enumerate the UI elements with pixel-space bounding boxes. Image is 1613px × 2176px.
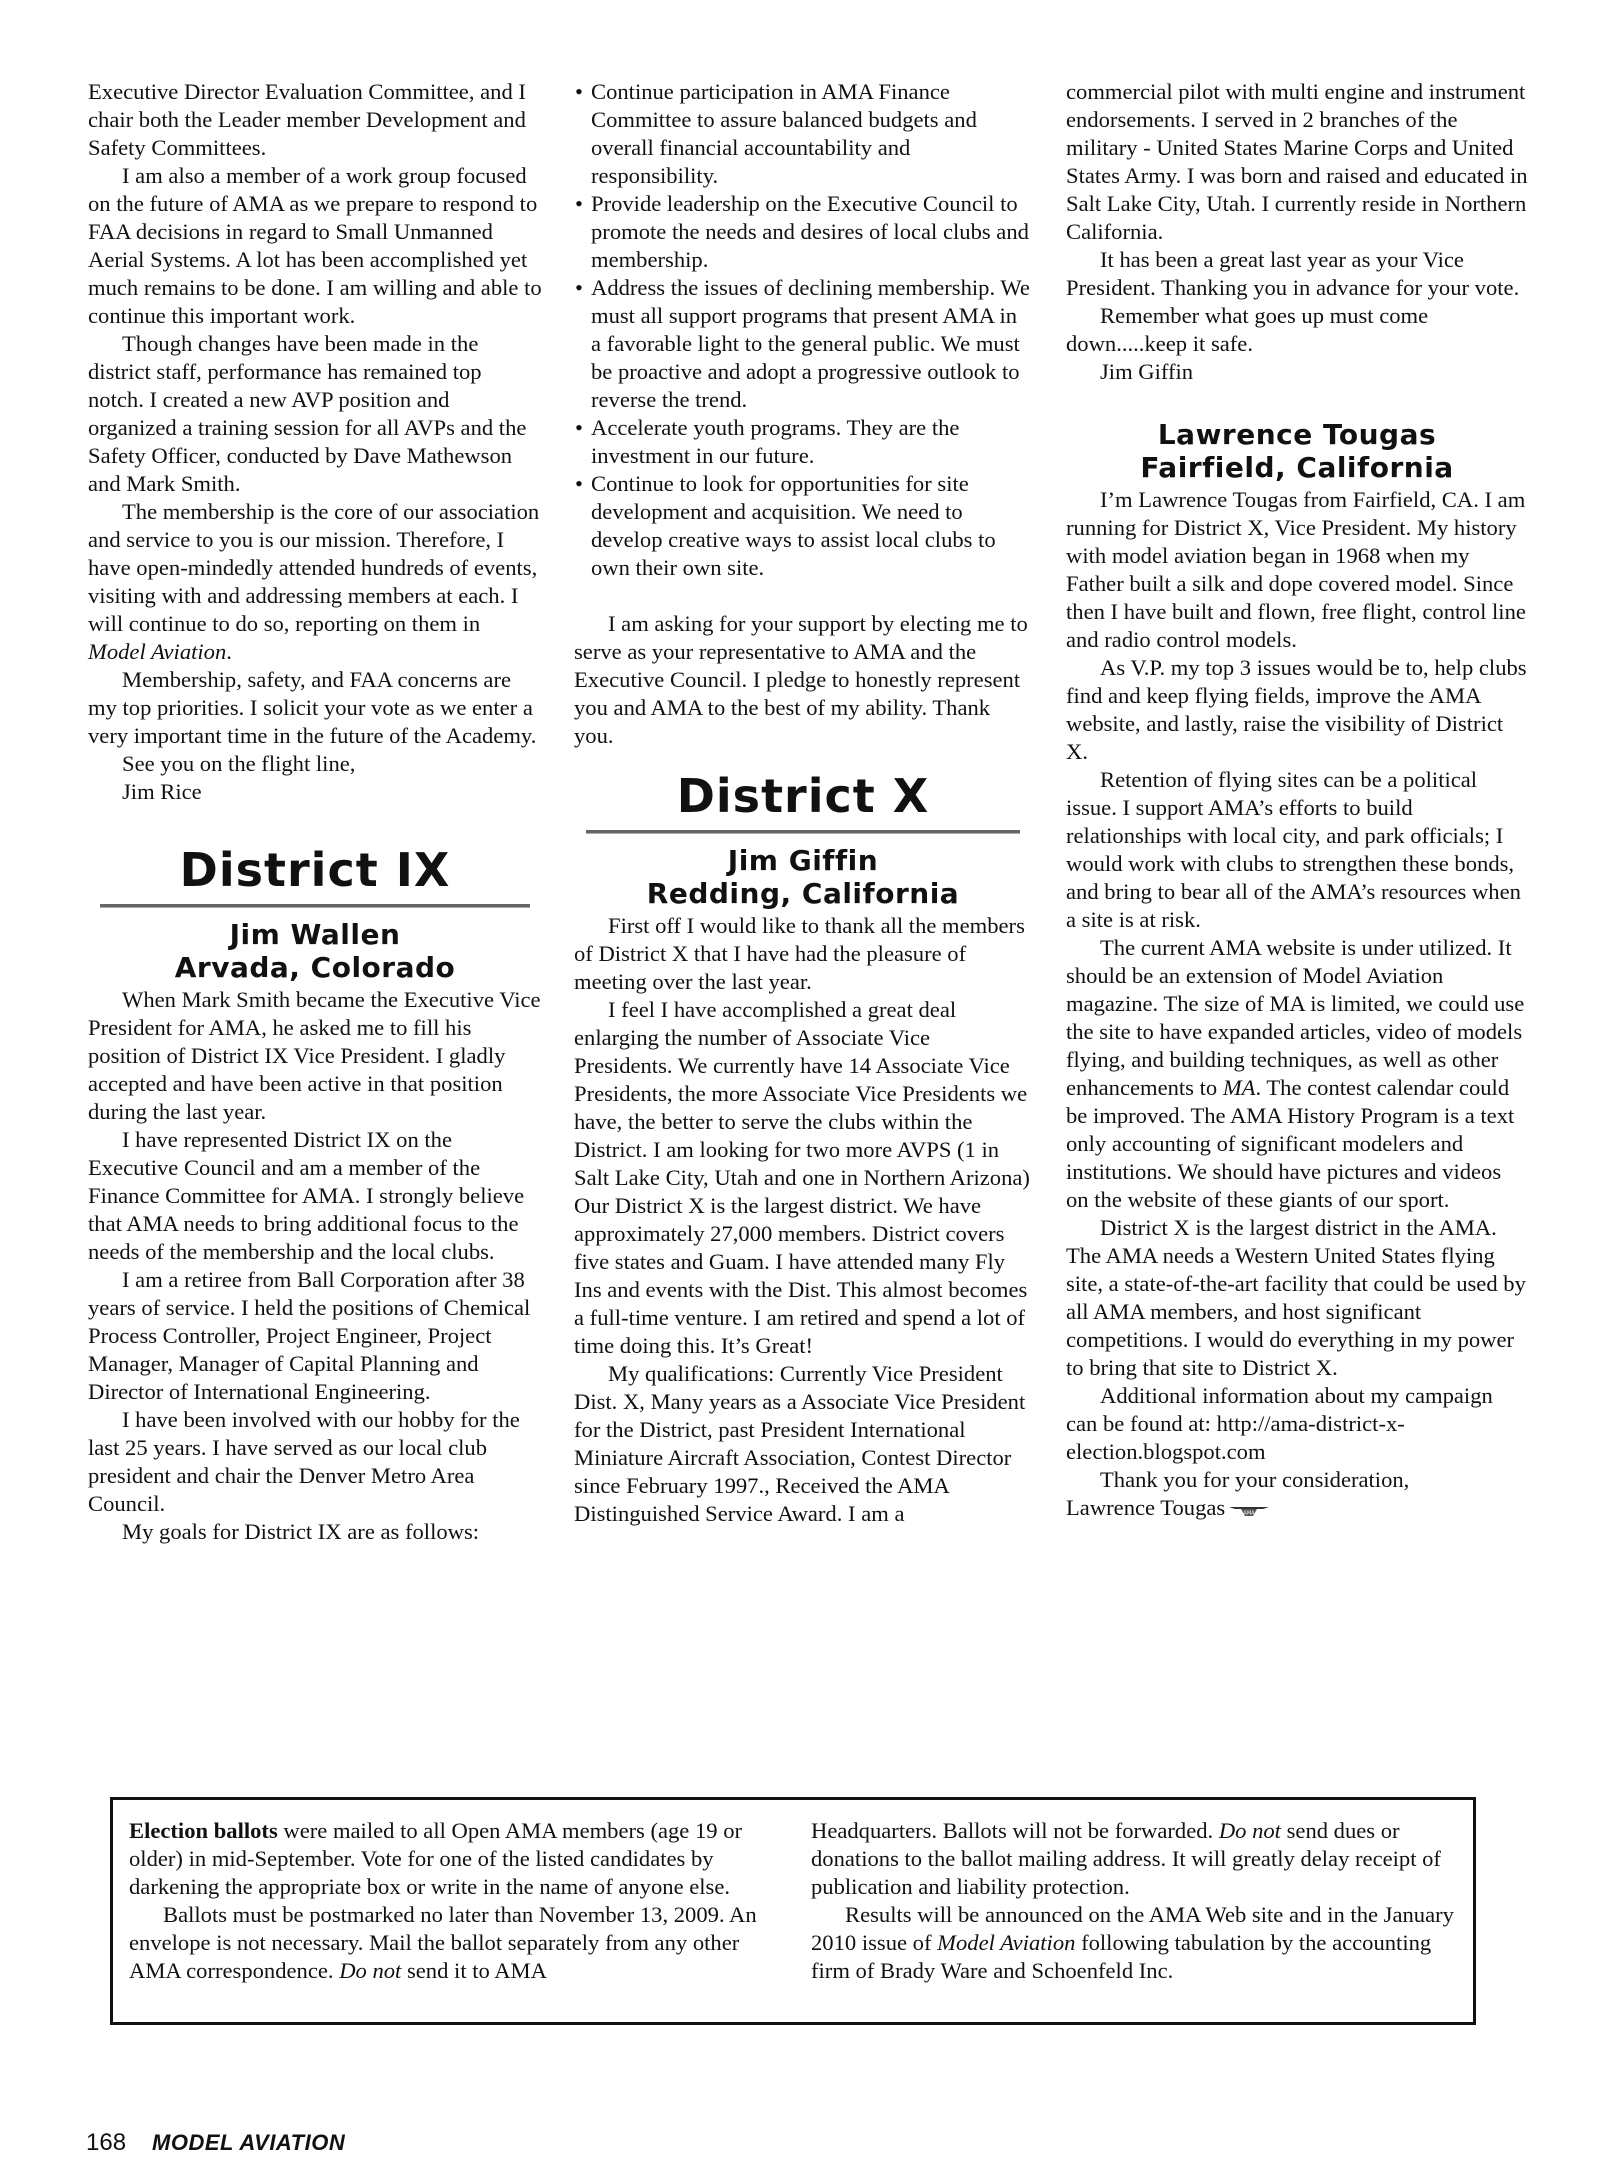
wallen-name: Jim Wallen <box>229 918 401 951</box>
giffin-paragraph-3: My qualifications: Currently Vice President Dist. X, Many years as a Associate Vice President for the District, past President International Miniature Aircraft Association, Contest Director since February 1997., Received the AMA Distinguished Service Award. I am a <box>574 1361 1026 1526</box>
rice-paragraph-1: Executive Director Evaluation Committee, and I chair both the Leader member Development and Safety Committees. <box>88 79 526 160</box>
notice-paragraph-2 <box>129 1901 783 1985</box>
tougas-paragraph-3: Retention of flying sites can be a political issue. I support AMA’s efforts to build relationships with local city, and park officials; I would work with clubs to strengthen these bonds, and bring to bear all of the AMA’s resources when a site is at risk. <box>1066 767 1521 932</box>
notice-bold-lead: Election ballots <box>129 1818 278 1843</box>
notice-paragraph-4-italic: Model Aviation <box>937 1930 1076 1955</box>
notice-column-2 <box>811 1817 1461 1985</box>
column-3 <box>1066 78 1528 1522</box>
tougas-paragraph-7: Thank you for your consideration, <box>1100 1467 1410 1492</box>
notice-paragraph-4 <box>811 1901 1461 1985</box>
tougas-paragraph-2: As V.P. my top 3 issues would be to, help clubs find and keep flying fields, improve the AMA website, and lastly, raise the visibility of District X. <box>1066 655 1527 764</box>
rice-paragraph-5: Membership, safety, and FAA concerns are my top priorities. I solicit your vote as we enter a very important time in the future of the Academy. <box>88 667 537 748</box>
giffin-paragraph-3-cont: commercial pilot with multi engine and instrument endorsements. I served in 2 branches of the military - United States Marine Corps and United States Army. I was born and raised and educated in Salt Lake City, Utah. I currently reside in Northern California. <box>1066 79 1528 244</box>
notice-paragraph-3 <box>811 1817 1461 1901</box>
ama-logo-text: AMA <box>1243 1510 1255 1517</box>
page-footer <box>86 2128 345 2158</box>
wallen-paragraph-5: My goals for District IX are as follows: <box>122 1519 480 1544</box>
wallen-closing: I am asking for your support by electing me to serve as your representative to AMA and the Executive Council. I pledge to honestly represent you and AMA to the best of my ability. Thank you. <box>574 611 1028 748</box>
notice-paragraph-2-italic: Do not <box>339 1958 402 1983</box>
wallen-goals-list <box>574 78 1032 582</box>
notice-paragraph-4-end: following tabulation by the accounting firm of Brady Ware and Schoenfeld Inc. <box>811 1930 1432 1983</box>
notice-paragraph-2-end: send it to AMA <box>401 1958 547 1983</box>
giffin-signature: Jim Giffin <box>1100 359 1194 384</box>
rice-signature: Jim Rice <box>122 779 202 804</box>
notice-paragraph-1-text: were mailed to all Open AMA members (age 19 or older) in mid-September. Vote for one of the listed candidates by darkening the appropriate box or write in the name of anyone else. <box>129 1818 743 1899</box>
rice-paragraph-4 <box>88 498 542 666</box>
wallen-paragraph-3: I am a retiree from Ball Corporation after 38 years of service. I held the positions of Chemical Process Controller, Project Engineer, Project Manager, Manager of Capital Planning and Director of International Engineering. <box>88 1267 531 1404</box>
notice-paragraph-1 <box>129 1817 783 1901</box>
page-number: 168 <box>86 2129 127 2156</box>
rice-paragraph-3: Though changes have been made in the district staff, performance has remained top notch. I created a new AVP position and organized a training session for all AVPs and the Safety Officer, conducted by Dave Mathewson and Mark Smith. <box>88 331 527 496</box>
wallen-paragraph-1: When Mark Smith became the Executive Vice President for AMA, he asked me to fill his position of District IX Vice President. I gladly accepted and have been active in that position during the last year. <box>88 987 541 1124</box>
district-x-heading: District X <box>676 769 930 823</box>
tougas-name: Lawrence Tougas <box>1157 418 1437 451</box>
column-1 <box>88 78 542 1546</box>
notice-paragraph-4-text: Results will be announced on the AMA Web site and in the January 2010 issue of <box>811 1902 1454 1955</box>
rice-paragraph-2: I am also a member of a work group focused on the future of AMA as we prepare to respond to FAA decisions in regard to Small Unmanned Aerial Systems. A lot has been accomplished yet much remains to be done. I am willing and able to continue this important work. <box>88 163 542 328</box>
district-ix-rule <box>100 904 530 908</box>
notice-paragraph-3-text: Headquarters. Ballots will not be forwarded. <box>811 1818 1219 1843</box>
publication-name: MODEL AVIATION <box>152 2130 346 2155</box>
tougas-paragraph-4-end: . The contest calendar could be improved. The AMA History Program is a text only accounting of significant modelers and institutions. We should have pictures and videos on the website of these giants of our sport. <box>1066 1075 1515 1212</box>
district-x-rule <box>586 830 1020 834</box>
giffin-paragraph-5: Remember what goes up must come down.....keep it safe. <box>1066 303 1429 356</box>
wallen-heading <box>88 918 542 984</box>
tougas-paragraph-6: Additional information about my campaign can be found at: http://ama-district-x-election.blogspot.com <box>1066 1383 1493 1464</box>
list-item: • Address the issues of declining membership. We must all support programs that present AMA in a favorable light to the general public. We must be proactive and adopt a progressive outlook to reverse the trend. <box>574 274 1032 414</box>
list-item: • Continue participation in AMA Finance Committee to assure balanced budgets and overall financial accountability and responsibility. <box>574 78 1032 190</box>
tougas-paragraph-4-italic: MA <box>1222 1075 1256 1100</box>
notice-paragraph-3-italic: Do not <box>1218 1818 1281 1843</box>
tougas-location: Fairfield, California <box>1140 451 1454 484</box>
list-item: • Provide leadership on the Executive Council to promote the needs and desires of local clubs and membership. <box>574 190 1032 274</box>
tougas-heading <box>1066 418 1528 484</box>
giffin-paragraph-1: First off I would like to thank all the members of District X that I have had the pleasure of meeting over the last year. <box>574 913 1025 994</box>
rice-paragraph-6: See you on the flight line, <box>122 751 356 776</box>
list-item: • Accelerate youth programs. They are the investment in our future. <box>574 414 1032 470</box>
tougas-signature: Lawrence Tougas <box>1066 1495 1226 1520</box>
giffin-name: Jim Giffin <box>727 844 879 877</box>
list-item: • Continue to look for opportunities for site development and acquisition. We need to develop creative ways to assist local clubs to own their own site. <box>574 470 1032 582</box>
giffin-heading <box>574 844 1032 910</box>
tougas-paragraph-1: I’m Lawrence Tougas from Fairfield, CA. I am running for District X, Vice President. My history with model aviation began in 1968 when my Father built a silk and dope covered model. Since then I have built and flown, free flight, control line and radio control models. <box>1066 487 1526 652</box>
rice-paragraph-4-end: . <box>226 639 232 664</box>
giffin-paragraph-2: I feel I have accomplished a great deal enlarging the number of Associate Vice Presidents. We currently have 14 Associate Vice Presidents, the more Associate Vice Presidents we have, the better to serve the clubs within the District. I am looking for two more AVPS (1 in Salt Lake City, Utah and one in Northern Arizona) Our District X is the largest district. We have approximately 27,000 members. District covers five states and Guam. I have attended many Fly Ins and events with the Dist. This almost becomes a full-time venture. I am retired and spend a lot of time doing this. It’s Great! <box>574 997 1030 1358</box>
giffin-location: Redding, California <box>646 877 960 910</box>
district-ix-heading: District IX <box>179 843 451 897</box>
notice-column-1 <box>129 1817 783 1985</box>
giffin-paragraph-4: It has been a great last year as your Vice President. Thanking you in advance for your vote. <box>1066 247 1520 300</box>
tougas-paragraph-4-text: The current AMA website is under utilized. It should be an extension of Model Aviation magazine. The size of MA is limited, we could use the site to have expanded articles, video of models flying, and building techniques, as well as other enhancements to <box>1066 935 1525 1100</box>
notice-paragraph-3-end: send dues or donations to the ballot mailing address. It will greatly delay receipt of publication and liability protection. <box>811 1818 1441 1899</box>
ama-logo-icon <box>1227 1503 1271 1517</box>
spacer <box>574 582 1032 610</box>
election-notice-box <box>110 1797 1476 2025</box>
column-2 <box>574 78 1032 1528</box>
tougas-signature-line <box>1066 1494 1528 1522</box>
tougas-paragraph-5: District X is the largest district in the AMA. The AMA needs a Western United States flying site, a state-of-the-art facility that could be used by all AMA members, and host significant competitions. I would do everything in my power to bring that site to District X. <box>1066 1215 1526 1380</box>
notice-paragraph-2-text: Ballots must be postmarked no later than November 13, 2009. An envelope is not necessary. Mail the ballot separately from any other AMA correspondence. <box>129 1902 757 1983</box>
rice-paragraph-4-italic: Model Aviation <box>88 639 227 664</box>
wallen-paragraph-4: I have been involved with our hobby for the last 25 years. I have served as our local club president and chair the Denver Metro Area Council. <box>88 1407 520 1516</box>
rice-paragraph-4-text: The membership is the core of our association and service to you is our mission. Therefore, I have open-mindedly attended hundreds of events, visiting with and addressing members at each. I will continue to do so, reporting on them in <box>88 499 540 636</box>
tougas-paragraph-4 <box>1066 934 1528 1214</box>
wallen-paragraph-2: I have represented District IX on the Executive Council and am a member of the Finance Committee for AMA. I strongly believe that AMA needs to bring additional focus to the needs of the membership and the local clubs. <box>88 1127 525 1264</box>
wallen-location: Arvada, Colorado <box>174 951 456 984</box>
